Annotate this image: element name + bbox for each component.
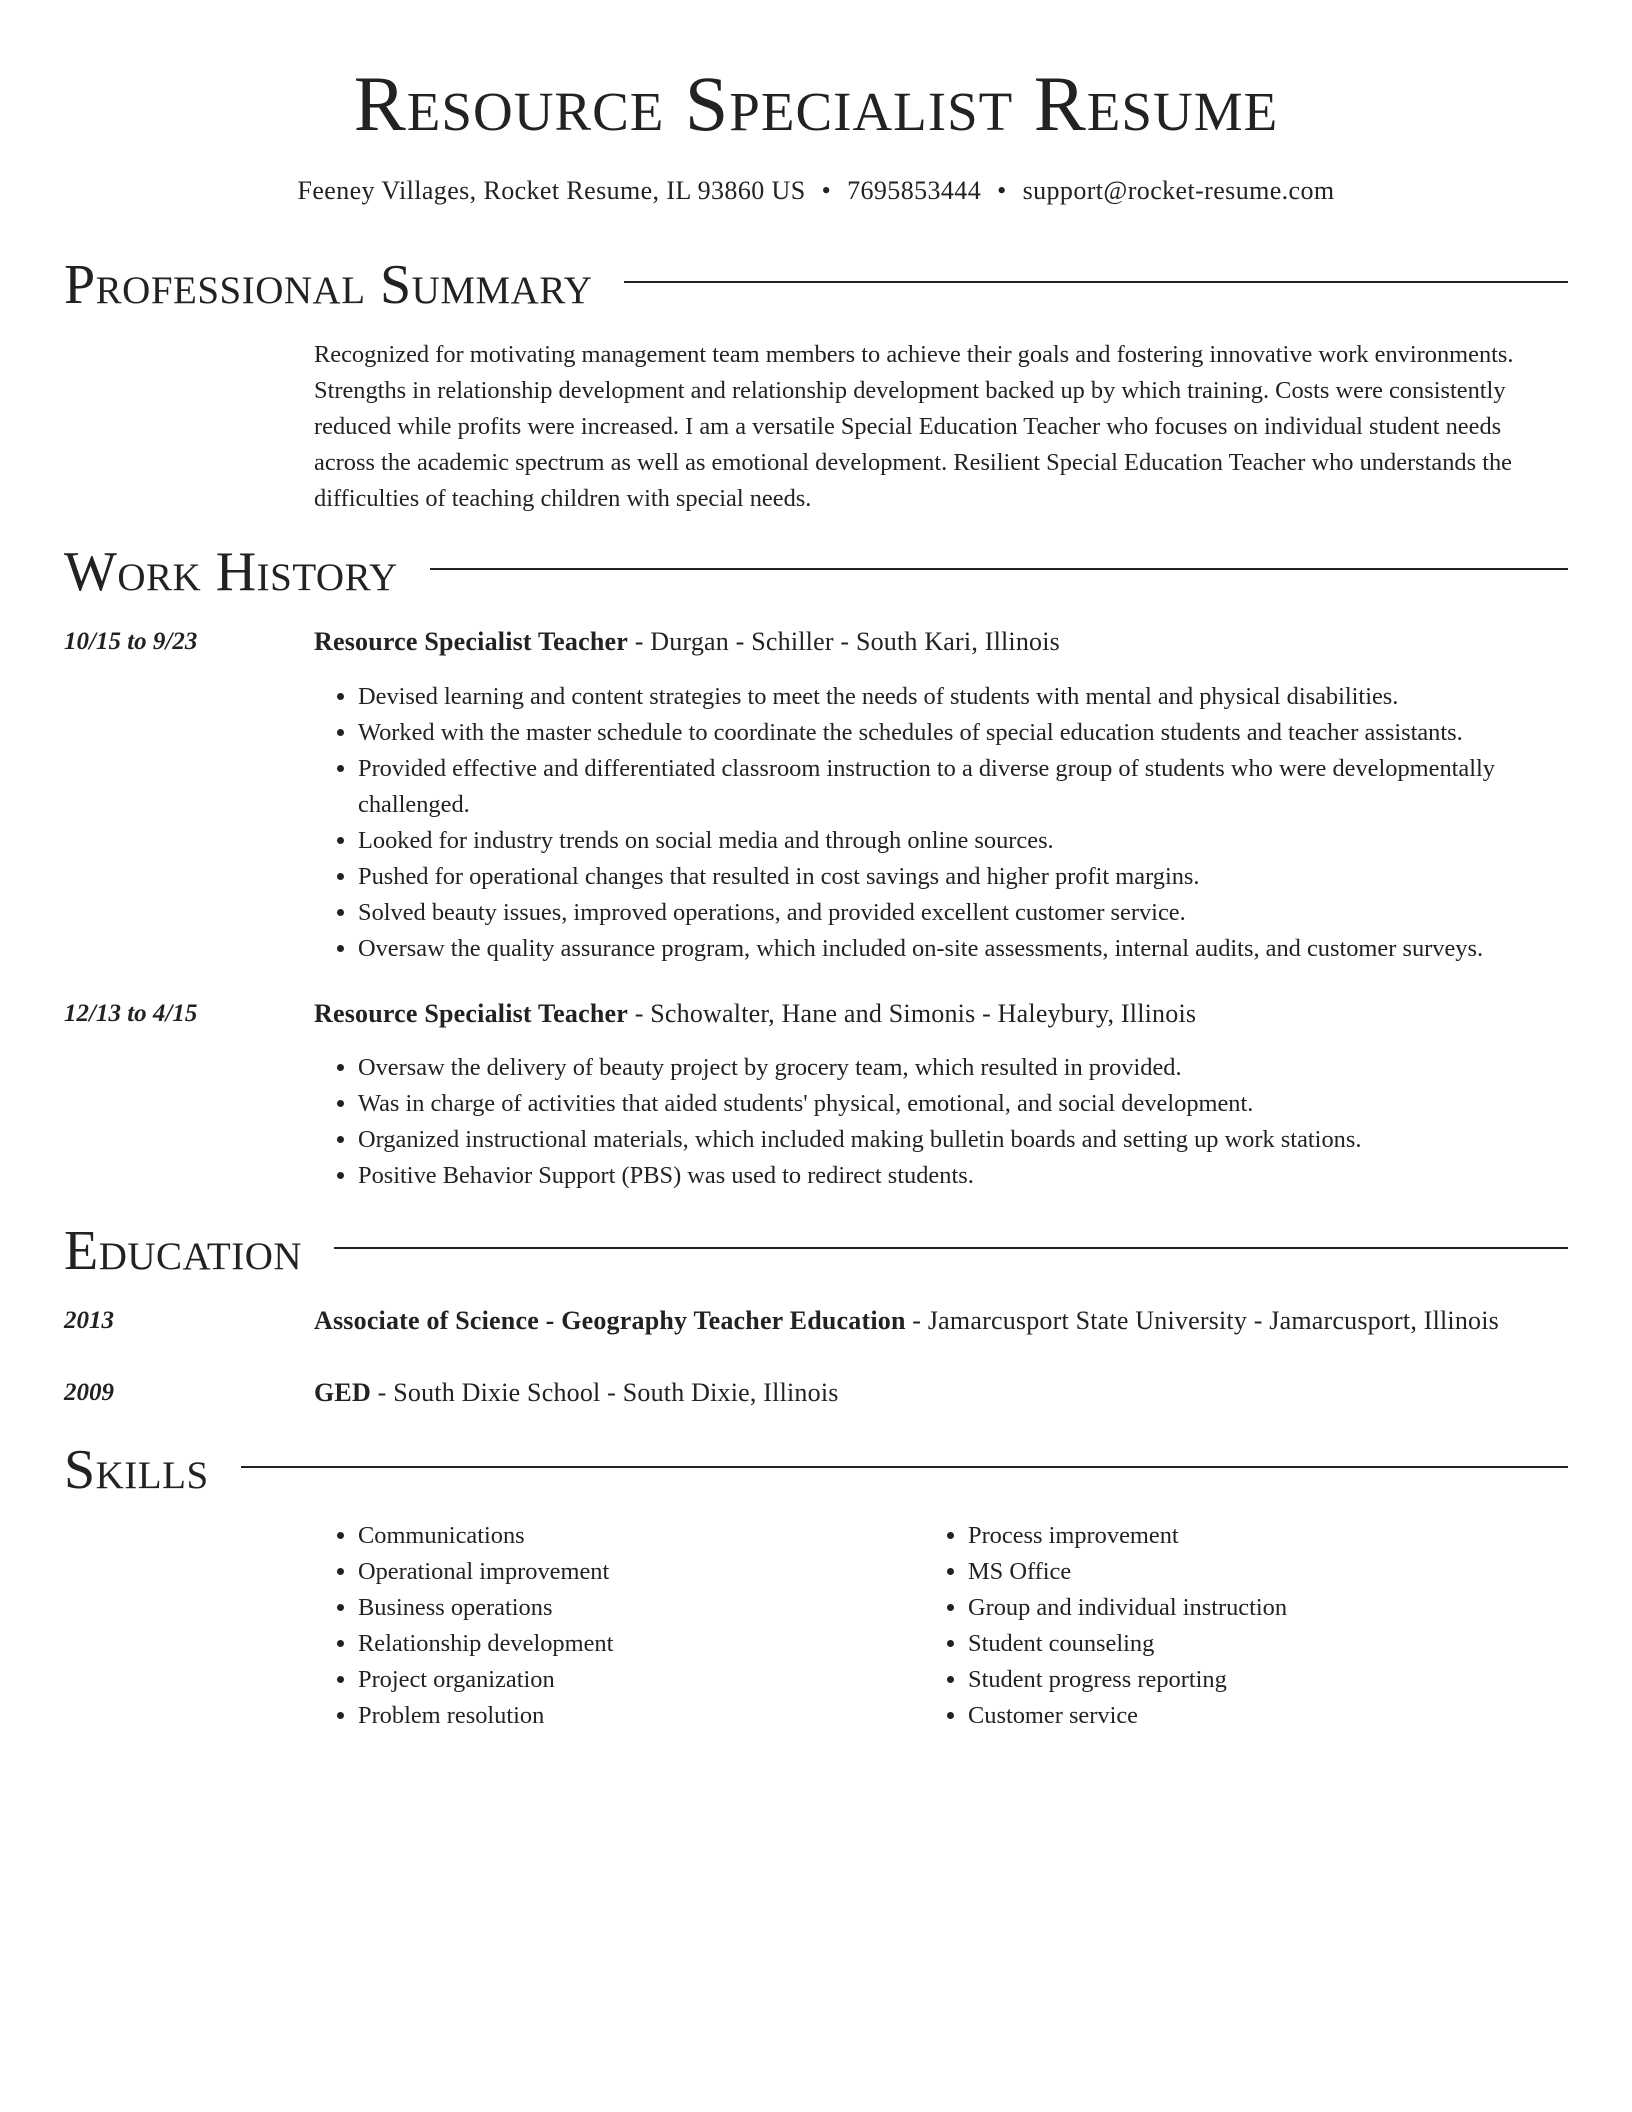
summary-divider [624,281,1568,283]
skill-item: • MS Office [968,1554,1568,1590]
list-item: • Oversaw the delivery of beauty project by grocery team, which resulted in provided. [358,1050,1568,1086]
education-2-entry [314,1376,1568,1410]
list-item: • Devised learning and content strategies to meet the needs of students with mental and physical disabilities. [358,679,1568,715]
skill-item: • Relationship development [358,1626,958,1662]
list-item: • Was in charge of activities that aided students' physical, emotional, and social development. [358,1086,1568,1122]
list-item: • Positive Behavior Support (PBS) was used to redirect students. [358,1158,1568,1194]
list-item: • Looked for industry trends on social media and through online sources. [358,823,1568,859]
contact-line [0,174,1632,208]
list-item: • Organized instructional materials, which included making bulletin boards and setting up work stations. [358,1122,1568,1158]
job-2-bullets [314,1050,1568,1194]
job-1-dates: 10/15 to 9/23 [64,628,198,655]
resume-title: Resource Specialist Resume [353,60,1279,147]
education-2-year: 2009 [64,1379,114,1406]
list-item: • Solved beauty issues, improved operations, and provided excellent customer service. [358,895,1568,931]
skills-section-heading [64,1438,1568,1502]
phone: 7695853444 [847,176,982,205]
education-heading: Education [64,1220,303,1282]
job-2-dates: 12/13 to 4/15 [64,1000,198,1027]
address: Feeney Villages, Rocket Resume, IL 93860 US [297,176,806,205]
skill-item: • Process improvement [968,1518,1568,1554]
skill-item: • Student counseling [968,1626,1568,1662]
job-1-header [314,625,1568,659]
skill-item: • Customer service [968,1698,1568,1734]
skill-item: • Student progress reporting [968,1662,1568,1698]
education-2-degree: GED [314,1378,371,1407]
job-1-title: Resource Specialist Teacher [314,627,628,656]
job-2-header [314,997,1568,1031]
list-item: • Provided effective and differentiated classroom instruction to a diverse group of students who were developmentally challenged. [358,751,1568,823]
list-item: • Oversaw the quality assurance program, which included on-site assessments, internal audits, and customer surveys. [358,931,1568,967]
skill-item: • Problem resolution [358,1698,958,1734]
email: support@rocket-resume.com [1022,176,1335,205]
job-1-details: - Durgan - Schiller - South Kari, Illinois [628,627,1061,656]
job-2-title: Resource Specialist Teacher [314,999,628,1028]
skill-item: • Project organization [358,1662,958,1698]
summary-text: Recognized for motivating management team members to achieve their goals and fostering innovative work environments. Strengths in relationship development and relationship development backed up by which training. Costs were consistently reduced while profits were increased. I am a versatile Special Education Teacher who focuses on individual student needs across the academic spectrum as well as emotional development. Resilient Special Education Teacher who understands the difficulties of teaching children with special needs. [314,341,1514,512]
work-section-heading [64,540,1568,604]
education-divider [334,1247,1568,1249]
work-divider [430,568,1568,570]
education-1-entry [314,1304,1568,1338]
skill-item: • Business operations [358,1590,958,1626]
education-section-heading [64,1219,1568,1283]
skill-item: • Group and individual instruction [968,1590,1568,1626]
skill-item: • Communications [358,1518,958,1554]
skills-list-right [924,1518,1568,1734]
skills-list-left [314,1518,958,1734]
list-item: • Worked with the master schedule to coordinate the schedules of special education students and teacher assistants. [358,715,1568,751]
summary-section-heading [64,253,1568,317]
separator-2: • [997,176,1007,205]
education-1-degree: Associate of Science - Geography Teacher Education [314,1306,906,1335]
skills-divider [241,1466,1568,1468]
work-heading: Work History [64,541,398,603]
list-item: • Pushed for operational changes that resulted in cost savings and higher profit margins. [358,859,1568,895]
skills-heading: Skills [64,1439,209,1501]
job-2-details: - Schowalter, Hane and Simonis - Haleybury, Illinois [628,999,1197,1028]
skill-item: • Operational improvement [358,1554,958,1590]
education-2-details: - South Dixie School - South Dixie, Illinois [370,1378,839,1407]
job-1-bullets [314,679,1568,967]
education-1-details: - Jamarcusport State University - Jamarcusport, Illinois [905,1306,1499,1335]
summary-heading: Professional Summary [64,254,593,316]
separator-1: • [821,176,832,205]
education-1-year: 2013 [64,1307,114,1334]
